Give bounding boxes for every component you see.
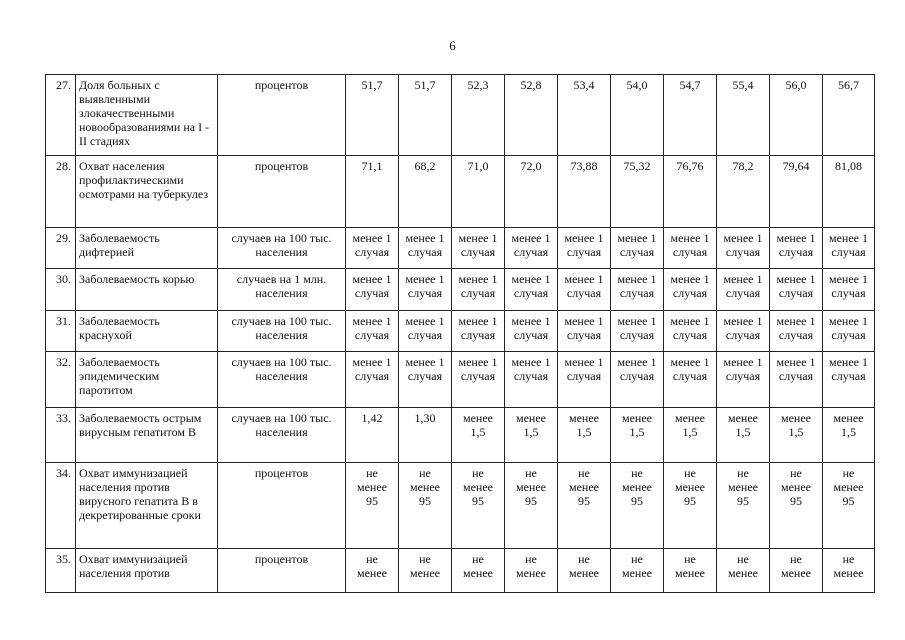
year-value-cell (558, 228, 611, 269)
year-value-cell (346, 549, 399, 593)
year-value: 78,2 (732, 159, 754, 173)
table-row (46, 549, 875, 593)
year-value: не менее (463, 552, 493, 580)
year-value-cell (664, 228, 717, 269)
year-value: не менее (357, 552, 387, 580)
year-value-cell (717, 311, 770, 352)
year-value: 79,64 (782, 159, 810, 173)
year-value: менее 1 случая (511, 314, 551, 342)
year-value-cell (611, 408, 664, 463)
row-number: 31. (46, 311, 76, 352)
year-value: менее 1,5 (463, 411, 493, 439)
row-number: 34. (46, 463, 76, 549)
year-value: 51,7 (414, 78, 436, 92)
year-value-cell (664, 352, 717, 408)
year-value-cell (664, 408, 717, 463)
year-value: менее 1 случая (511, 272, 551, 300)
year-value-cell (823, 311, 875, 352)
row-number: 35. (46, 549, 76, 593)
year-value-cell (717, 156, 770, 228)
year-value: 52,3 (467, 78, 489, 92)
year-value: 52,8 (520, 78, 542, 92)
year-value-cell (346, 352, 399, 408)
year-value: менее 1 случая (617, 314, 657, 342)
year-value: менее 1 случая (776, 272, 816, 300)
year-value: 53,4 (573, 78, 595, 92)
year-value-cell (346, 228, 399, 269)
year-value: менее 1 случая (670, 355, 710, 383)
year-value-cell (505, 408, 558, 463)
year-value-cell (346, 269, 399, 311)
year-value: менее 1 случая (723, 355, 763, 383)
year-value: 1,30 (414, 411, 436, 425)
year-value: менее 1 случая (829, 355, 868, 383)
year-value-cell (664, 75, 717, 156)
year-value: менее 1 случая (617, 355, 657, 383)
table-row (46, 463, 875, 549)
row-number: 32. (46, 352, 76, 408)
year-value-cell (399, 228, 452, 269)
year-value: 54,0 (626, 78, 648, 92)
year-value: менее 1,5 (781, 411, 811, 439)
year-value: менее 1 случая (829, 314, 868, 342)
year-value-cell (558, 549, 611, 593)
year-value: не менее 95 (622, 466, 652, 508)
year-value-cell (717, 269, 770, 311)
year-value-cell (770, 463, 823, 549)
year-value-cell (823, 352, 875, 408)
year-value-cell (770, 75, 823, 156)
year-value: не менее (675, 552, 705, 580)
year-value: менее 1 случая (511, 355, 551, 383)
year-value: не менее (622, 552, 652, 580)
year-value-cell (452, 463, 505, 549)
year-value: не менее (569, 552, 599, 580)
row-number: 28. (46, 156, 76, 228)
year-value: не менее 95 (463, 466, 493, 508)
year-value-cell (770, 311, 823, 352)
table-row (46, 352, 875, 408)
year-value-cell (664, 463, 717, 549)
year-value-cell (770, 408, 823, 463)
year-value: 71,0 (467, 159, 489, 173)
year-value: 68,2 (414, 159, 436, 173)
row-number: 29. (46, 228, 76, 269)
row-number: 27. (46, 75, 76, 156)
year-value-cell (399, 549, 452, 593)
year-value-cell (823, 75, 875, 156)
year-value: не менее 95 (516, 466, 546, 508)
year-value-cell (346, 75, 399, 156)
year-value-cell (399, 156, 452, 228)
indicator-name: Доля больных с выявленными злокачественными новообразованиями на I - II стадиях (76, 75, 218, 156)
year-value-cell (558, 75, 611, 156)
year-value-cell (452, 408, 505, 463)
year-value: менее 1 случая (564, 314, 604, 342)
year-value-cell (452, 156, 505, 228)
unit-of-measure: случаев на 100 тыс. населения (218, 311, 346, 352)
year-value-cell (505, 311, 558, 352)
year-value: менее 1 случая (723, 231, 763, 259)
year-value-cell (717, 75, 770, 156)
year-value-cell (399, 463, 452, 549)
table-row (46, 75, 875, 156)
year-value: 76,76 (676, 159, 704, 173)
year-value-cell (823, 228, 875, 269)
year-value-cell (399, 269, 452, 311)
table-row (46, 408, 875, 463)
indicator-name: Заболеваемость дифтерией (76, 228, 218, 269)
year-value-cell (346, 156, 399, 228)
year-value: не менее 95 (781, 466, 811, 508)
year-value: менее 1 случая (829, 272, 868, 300)
unit-of-measure: процентов (218, 75, 346, 156)
year-value: менее 1 случая (352, 272, 392, 300)
year-value: не менее (833, 552, 864, 580)
unit-of-measure: случаев на 100 тыс. населения (218, 352, 346, 408)
year-value-cell (664, 311, 717, 352)
year-value: не менее 95 (410, 466, 440, 508)
year-value-cell (452, 549, 505, 593)
year-value-cell (823, 156, 875, 228)
unit-of-measure: случаев на 100 тыс. населения (218, 408, 346, 463)
year-value-cell (611, 228, 664, 269)
table-row (46, 156, 875, 228)
year-value-cell (399, 408, 452, 463)
year-value-cell (505, 75, 558, 156)
year-value: менее 1,5 (569, 411, 599, 439)
year-value: не менее (781, 552, 811, 580)
year-value: менее 1 случая (511, 231, 551, 259)
year-value-cell (664, 549, 717, 593)
year-value: менее 1 случая (723, 314, 763, 342)
year-value-cell (611, 311, 664, 352)
indicator-name: Заболеваемость корью (76, 269, 218, 311)
year-value-cell (452, 352, 505, 408)
year-value: 51,7 (361, 78, 383, 92)
page-number: 6 (449, 38, 456, 53)
table-row (46, 311, 875, 352)
unit-of-measure: процентов (218, 156, 346, 228)
year-value: менее 1 случая (776, 231, 816, 259)
indicator-name: Заболеваемость острым вирусным гепатитом В (76, 408, 218, 463)
year-value-cell (452, 228, 505, 269)
year-value-cell (505, 269, 558, 311)
year-value: менее 1 случая (564, 272, 604, 300)
indicators-table (45, 74, 875, 593)
year-value: менее 1 случая (405, 231, 445, 259)
year-value-cell (558, 352, 611, 408)
unit-of-measure: процентов (218, 463, 346, 549)
year-value-cell (611, 269, 664, 311)
year-value-cell (399, 352, 452, 408)
year-value: 55,4 (732, 78, 754, 92)
year-value-cell (505, 228, 558, 269)
year-value-cell (399, 311, 452, 352)
year-value: менее 1,5 (622, 411, 652, 439)
year-value-cell (823, 549, 875, 593)
year-value: менее 1 случая (458, 355, 498, 383)
year-value: 1,42 (361, 411, 383, 425)
indicator-name: Охват иммунизацией населения против вирусного гепатита В в декретированные сроки (76, 463, 218, 549)
year-value-cell (346, 408, 399, 463)
year-value: не менее 95 (728, 466, 758, 508)
year-value-cell (558, 311, 611, 352)
year-value-cell (558, 408, 611, 463)
year-value: менее 1 случая (458, 272, 498, 300)
year-value-cell (452, 311, 505, 352)
year-value-cell (505, 549, 558, 593)
year-value: не менее (516, 552, 546, 580)
year-value: менее 1 случая (776, 355, 816, 383)
year-value: 72,0 (520, 159, 542, 173)
year-value-cell (346, 311, 399, 352)
year-value: менее 1 случая (670, 272, 710, 300)
year-value: менее 1 случая (564, 231, 604, 259)
row-number: 30. (46, 269, 76, 311)
year-value-cell (452, 269, 505, 311)
year-value-cell (770, 549, 823, 593)
year-value: менее 1 случая (405, 355, 445, 383)
year-value-cell (452, 75, 505, 156)
table-row (46, 228, 875, 269)
year-value-cell (611, 75, 664, 156)
year-value: менее 1 случая (352, 231, 392, 259)
year-value: менее 1 случая (829, 231, 868, 259)
year-value: менее 1 случая (670, 314, 710, 342)
year-value: менее 1 случая (405, 272, 445, 300)
year-value: не менее (728, 552, 758, 580)
year-value-cell (505, 156, 558, 228)
year-value-cell (399, 75, 452, 156)
year-value: менее 1,5 (728, 411, 758, 439)
year-value: не менее 95 (357, 466, 387, 508)
row-number: 33. (46, 408, 76, 463)
year-value: не менее (410, 552, 440, 580)
year-value-cell (346, 463, 399, 549)
year-value: менее 1 случая (670, 231, 710, 259)
year-value-cell (664, 156, 717, 228)
year-value-cell (717, 352, 770, 408)
year-value-cell (664, 269, 717, 311)
year-value: 73,88 (570, 159, 598, 173)
year-value: менее 1 случая (405, 314, 445, 342)
year-value: 56,7 (838, 78, 859, 92)
year-value: менее 1,5 (675, 411, 705, 439)
year-value-cell (823, 408, 875, 463)
year-value: менее 1,5 (833, 411, 864, 439)
indicator-name: Заболеваемость краснухой (76, 311, 218, 352)
year-value: не менее 95 (833, 466, 864, 508)
year-value: менее 1 случая (352, 314, 392, 342)
year-value-cell (611, 156, 664, 228)
indicator-name: Охват населения профилактическими осмотрами на туберкулез (76, 156, 218, 228)
unit-of-measure: случаев на 100 тыс. населения (218, 228, 346, 269)
year-value-cell (717, 228, 770, 269)
year-value-cell (558, 269, 611, 311)
year-value: 56,0 (785, 78, 807, 92)
year-value: не менее 95 (569, 466, 599, 508)
year-value-cell (717, 463, 770, 549)
table-row (46, 269, 875, 311)
year-value-cell (611, 463, 664, 549)
year-value-cell (558, 156, 611, 228)
year-value: менее 1 случая (458, 314, 498, 342)
indicator-name: Охват иммунизацией населения против (76, 549, 218, 593)
year-value-cell (770, 228, 823, 269)
year-value-cell (505, 463, 558, 549)
year-value-cell (823, 269, 875, 311)
year-value: не менее 95 (675, 466, 705, 508)
year-value: менее 1 случая (617, 272, 657, 300)
year-value: менее 1 случая (564, 355, 604, 383)
year-value: менее 1 случая (776, 314, 816, 342)
year-value-cell (611, 549, 664, 593)
year-value: 75,32 (623, 159, 651, 173)
year-value-cell (505, 352, 558, 408)
unit-of-measure: процентов (218, 549, 346, 593)
year-value-cell (770, 269, 823, 311)
year-value: менее 1 случая (352, 355, 392, 383)
year-value: 54,7 (679, 78, 701, 92)
year-value-cell (770, 352, 823, 408)
year-value: менее 1,5 (516, 411, 546, 439)
year-value-cell (823, 463, 875, 549)
year-value: 71,1 (361, 159, 383, 173)
year-value: менее 1 случая (617, 231, 657, 259)
indicator-name: Заболеваемость эпидемическим паротитом (76, 352, 218, 408)
year-value-cell (717, 408, 770, 463)
year-value: 81,08 (835, 159, 862, 173)
year-value-cell (611, 352, 664, 408)
unit-of-measure: случаев на 1 млн. населения (218, 269, 346, 311)
year-value: менее 1 случая (723, 272, 763, 300)
year-value-cell (770, 156, 823, 228)
year-value-cell (717, 549, 770, 593)
year-value: менее 1 случая (458, 231, 498, 259)
year-value-cell (558, 463, 611, 549)
